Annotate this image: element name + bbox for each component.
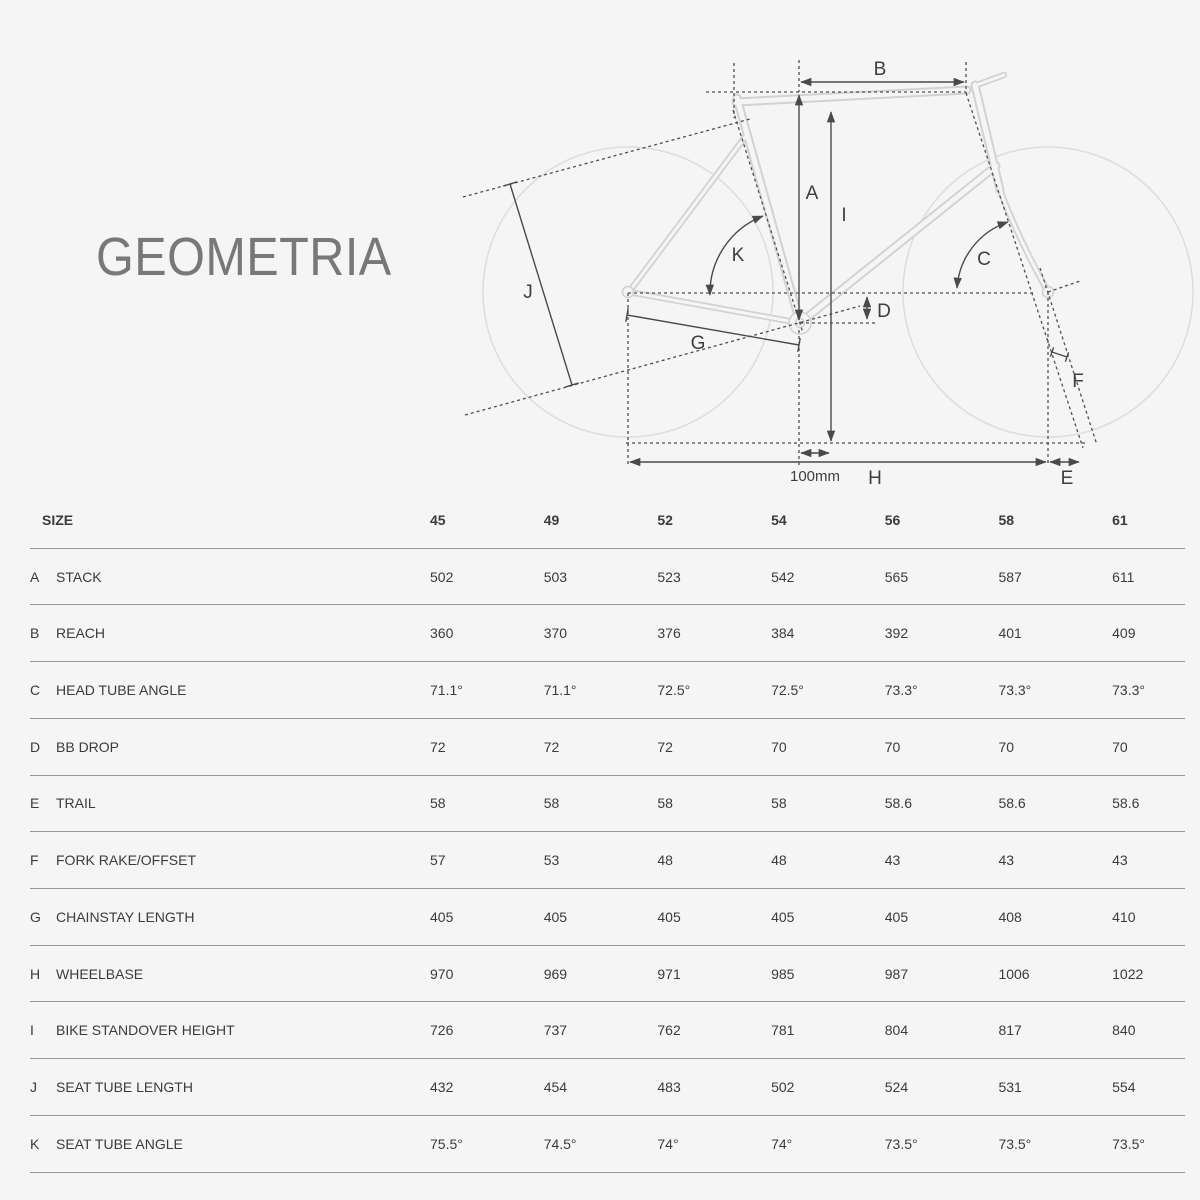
diagram-label-C: C <box>977 249 991 270</box>
row-letter: G <box>30 908 41 925</box>
cell-value: 74° <box>771 1135 793 1152</box>
cell-value: 531 <box>998 1079 1022 1096</box>
cell-value: 53 <box>543 852 560 869</box>
diagram-label-G: G <box>690 333 706 354</box>
cell-value: 70 <box>1112 738 1128 755</box>
column-header: 56 <box>884 511 901 528</box>
table-row <box>30 776 1185 833</box>
cell-value: 58 <box>771 795 787 812</box>
row-letter: A <box>30 568 40 585</box>
cell-value: 70 <box>771 738 787 755</box>
cell-value: 384 <box>771 625 795 642</box>
cell-value: 554 <box>1112 1079 1136 1096</box>
cell-value: 74° <box>657 1135 679 1152</box>
cell-value: 57 <box>430 852 446 869</box>
column-header: 58 <box>998 511 1015 528</box>
bike-geometry-svg <box>0 0 1200 492</box>
diagram-label-E: E <box>1060 468 1074 489</box>
cell-value: 72 <box>430 738 446 755</box>
diagram-label-I: I <box>841 205 847 226</box>
cell-value: 985 <box>771 965 795 982</box>
cell-value: 58.6 <box>1112 795 1140 812</box>
cell-value: 987 <box>884 965 909 982</box>
cell-value: 43 <box>884 852 901 869</box>
cell-value: 737 <box>543 1022 568 1039</box>
cell-value: 611 <box>1112 568 1135 585</box>
row-label: FORK RAKE/OFFSET <box>56 852 197 869</box>
size-column-header: SIZE <box>42 511 74 528</box>
row-letter: K <box>30 1135 40 1152</box>
dimension-lines <box>503 82 1079 462</box>
row-label: REACH <box>56 625 106 642</box>
table-row <box>30 549 1185 606</box>
table-row <box>30 719 1185 776</box>
cell-value: 73.5° <box>1112 1135 1145 1152</box>
diagram-labels <box>523 59 1084 489</box>
cell-value: 58 <box>430 795 446 812</box>
cell-value: 502 <box>430 568 454 585</box>
table-row <box>30 946 1185 1003</box>
column-header: 61 <box>1112 511 1128 528</box>
cell-value: 454 <box>543 1079 568 1096</box>
table-row <box>30 662 1185 719</box>
cell-value: 971 <box>657 965 681 982</box>
diagram-label-B: B <box>873 59 887 80</box>
row-letter: F <box>30 852 39 869</box>
cell-value: 726 <box>430 1022 454 1039</box>
page-title: GEOMETRIA <box>96 227 392 287</box>
table-row <box>30 1116 1185 1173</box>
cell-value: 762 <box>657 1022 681 1039</box>
table-row <box>30 889 1185 946</box>
row-letter: B <box>30 625 40 642</box>
row-letter: H <box>30 965 41 982</box>
table-row <box>30 605 1185 662</box>
cell-value: 376 <box>657 625 681 642</box>
diagram-label-100mm: 100mm <box>789 468 841 485</box>
cell-value: 503 <box>543 568 568 585</box>
cell-value: 970 <box>430 965 454 982</box>
column-header: 52 <box>657 511 673 528</box>
cell-value: 408 <box>998 908 1022 925</box>
cell-value: 73.5° <box>884 1135 918 1152</box>
cell-value: 70 <box>884 738 901 755</box>
cell-value: 405 <box>543 908 568 925</box>
row-letter: I <box>30 1022 34 1039</box>
row-letter: D <box>30 738 41 755</box>
cell-value: 405 <box>430 908 454 925</box>
cell-value: 565 <box>884 568 909 585</box>
row-label: TRAIL <box>56 795 96 812</box>
row-label: HEAD TUBE ANGLE <box>56 682 187 699</box>
table-row <box>30 1059 1185 1116</box>
table-row <box>30 1002 1185 1059</box>
cell-value: 804 <box>884 1022 909 1039</box>
cell-value: 370 <box>543 625 568 642</box>
cell-value: 405 <box>884 908 909 925</box>
row-letter: C <box>30 682 41 699</box>
cell-value: 840 <box>1112 1022 1136 1039</box>
cell-value: 70 <box>998 738 1015 755</box>
cell-value: 483 <box>657 1079 681 1096</box>
cell-value: 43 <box>998 852 1015 869</box>
diagram-label-F: F <box>1072 371 1084 392</box>
diagram-label-H: H <box>868 468 882 489</box>
cell-value: 524 <box>884 1079 909 1096</box>
row-letter: J <box>30 1079 37 1096</box>
cell-value: 405 <box>771 908 795 925</box>
cell-value: 73.3° <box>998 682 1032 699</box>
cell-value: 817 <box>998 1022 1022 1039</box>
cell-value: 523 <box>657 568 681 585</box>
row-letter: E <box>30 795 40 812</box>
cell-value: 72.5° <box>771 682 804 699</box>
cell-value: 72 <box>657 738 673 755</box>
cell-value: 969 <box>543 965 568 982</box>
row-label: CHAINSTAY LENGTH <box>56 908 195 925</box>
cell-value: 587 <box>998 568 1022 585</box>
column-header: 54 <box>771 511 787 528</box>
cell-value: 360 <box>430 625 454 642</box>
frame-outline <box>629 75 1048 323</box>
cell-value: 401 <box>998 625 1022 642</box>
cell-value: 73.5° <box>998 1135 1032 1152</box>
cell-value: 409 <box>1112 625 1136 642</box>
diagram-label-A: A <box>805 183 819 204</box>
cell-value: 1022 <box>1112 965 1144 982</box>
cell-value: 58.6 <box>884 795 912 812</box>
cell-value: 71.1° <box>430 682 463 699</box>
cell-value: 405 <box>657 908 681 925</box>
column-header: 45 <box>430 511 446 528</box>
cell-value: 73.3° <box>884 682 918 699</box>
row-label: BB DROP <box>56 738 120 755</box>
row-label: BIKE STANDOVER HEIGHT <box>56 1022 235 1039</box>
cell-value: 502 <box>771 1079 795 1096</box>
row-label: WHEELBASE <box>56 965 144 982</box>
cell-value: 410 <box>1112 908 1136 925</box>
row-label: SEAT TUBE ANGLE <box>56 1135 183 1152</box>
cell-value: 1006 <box>998 965 1030 982</box>
cell-value: 72 <box>543 738 560 755</box>
diagram-label-D: D <box>877 301 891 322</box>
cell-value: 58.6 <box>998 795 1026 812</box>
cell-value: 48 <box>771 852 787 869</box>
cell-value: 71.1° <box>543 682 577 699</box>
cell-value: 392 <box>884 625 909 642</box>
diagram-label-K: K <box>731 245 745 266</box>
cell-value: 432 <box>430 1079 454 1096</box>
geometry-table <box>30 492 1185 1173</box>
table-row <box>30 832 1185 889</box>
dim-J-seat-tube <box>503 182 578 387</box>
column-header: 49 <box>543 511 560 528</box>
row-label: STACK <box>56 568 102 585</box>
cell-value: 781 <box>771 1022 795 1039</box>
cell-value: 74.5° <box>543 1135 577 1152</box>
cell-value: 58 <box>543 795 560 812</box>
row-label: SEAT TUBE LENGTH <box>56 1079 193 1096</box>
bike-geometry-diagram <box>0 0 1200 492</box>
cell-value: 48 <box>657 852 673 869</box>
cell-value: 43 <box>1112 852 1128 869</box>
cell-value: 75.5° <box>430 1135 463 1152</box>
cell-value: 72.5° <box>657 682 691 699</box>
cell-value: 73.3° <box>1112 682 1145 699</box>
diagram-label-J: J <box>523 282 533 303</box>
table-header-row <box>30 492 1185 549</box>
cell-value: 542 <box>771 568 795 585</box>
cell-value: 58 <box>657 795 673 812</box>
